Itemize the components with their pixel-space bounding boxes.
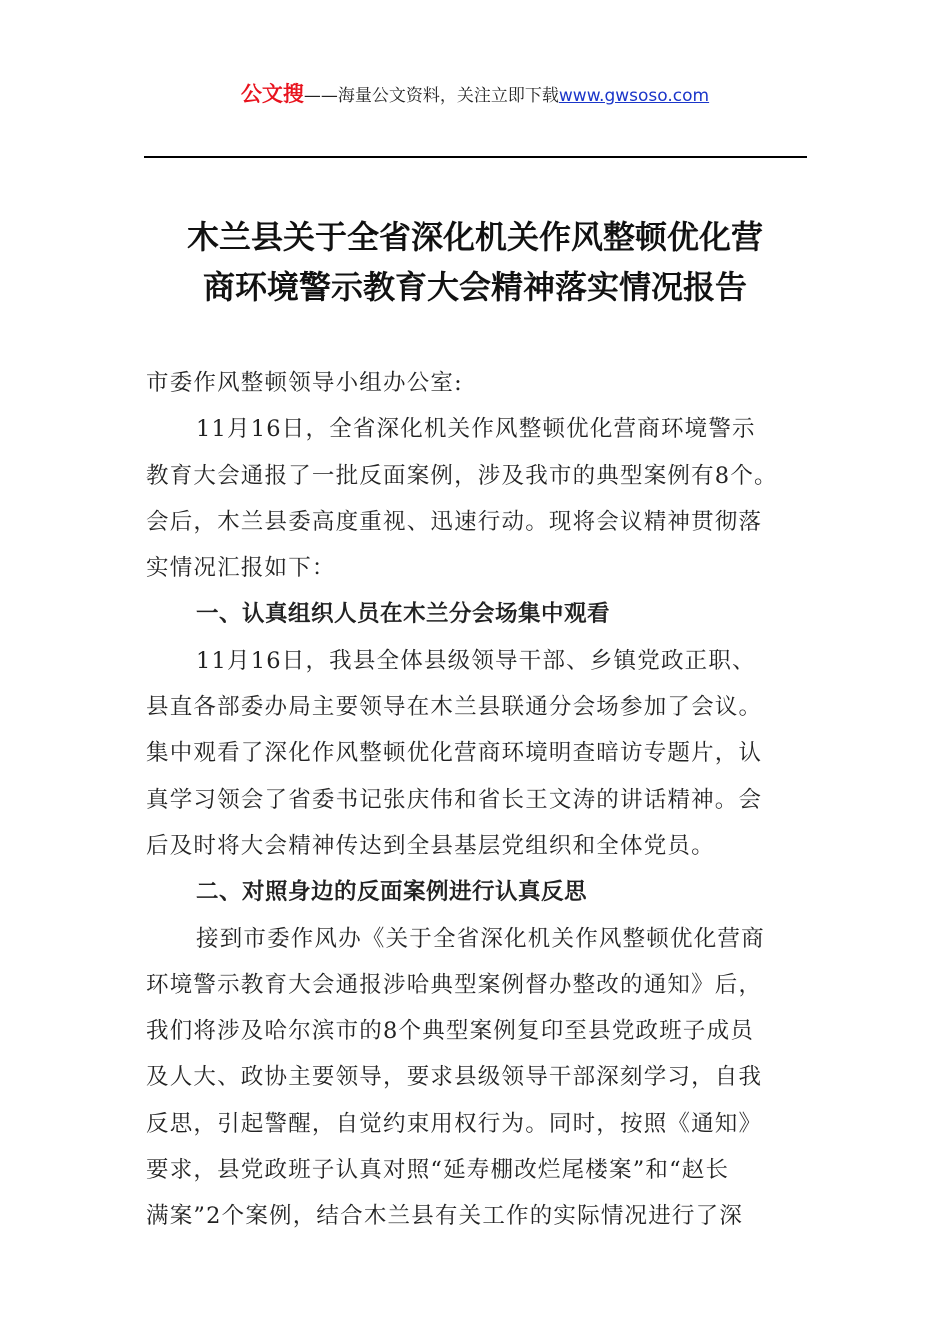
header-divider: [144, 156, 807, 158]
paragraph-line: 我们将涉及哈尔滨市的8个典型案例复印至县党政班子成员: [146, 1018, 755, 1045]
paragraph-line: 实情况汇报如下：: [146, 555, 336, 582]
section-heading-2: 二、对照身边的反面案例进行认真反思: [196, 879, 588, 906]
title-line-2: 商环境警示教育大会精神落实情况报告: [202, 268, 747, 306]
paragraph-line: 11月16日，全省深化机关作风整顿优化营商环境警示: [196, 416, 756, 443]
page-header: [0, 80, 950, 110]
paragraph-line: 集中观看了深化作风整顿优化营商环境明查暗访专题片，认: [146, 740, 763, 767]
paragraph-line: 11月16日，我县全体县级领导干部、乡镇党政正职、: [196, 647, 756, 674]
paragraph-line: 后及时将大会精神传达到全县基层党组织和全体党员。: [146, 832, 715, 859]
header-slogan: ——海量公文资料，关注立即下载: [303, 86, 559, 106]
paragraph-line: 接到市委作风办《关于全省深化机关作风整顿优化营商: [196, 925, 765, 952]
section-heading-1: 一、认真组织人员在木兰分会场集中观看: [196, 601, 611, 628]
paragraph-line: 要求，县党政班子认真对照“延寿棚改烂尾楼案”和“赵长: [146, 1157, 730, 1184]
salutation: 市委作风整顿领导小组办公室:: [146, 370, 463, 396]
paragraph-line: 反思，引起警醒，自觉约束用权行为。同时，按照《通知》: [146, 1110, 763, 1137]
paragraph-line: 满案”2个案例，结合木兰县有关工作的实际情况进行了深: [146, 1203, 744, 1230]
title-line-1: 木兰县关于全省深化机关作风整顿优化营: [186, 218, 763, 256]
paragraph-line: 县直各部委办局主要领导在木兰县联通分会场参加了会议。: [146, 694, 763, 721]
paragraph-line: 及人大、政协主要领导，要求县级领导干部深刻学习，自我: [146, 1064, 763, 1091]
paragraph-line: 环境警示教育大会通报涉哈典型案例督办整改的通知》后，: [146, 971, 763, 998]
paragraph-line: 教育大会通报了一批反面案例，涉及我市的典型案例有8个。: [146, 462, 778, 489]
document-title: [100, 212, 850, 312]
brand-name: 公文搜: [240, 82, 304, 106]
paragraph-line: 真学习领会了省委书记张庆伟和省长王文涛的讲话精神。会: [146, 786, 763, 813]
website-link[interactable]: www.gwsoso.com: [558, 86, 710, 106]
document-body: [146, 360, 806, 1240]
paragraph-line: 会后，木兰县委高度重视、迅速行动。现将会议精神贯彻落: [146, 508, 763, 535]
